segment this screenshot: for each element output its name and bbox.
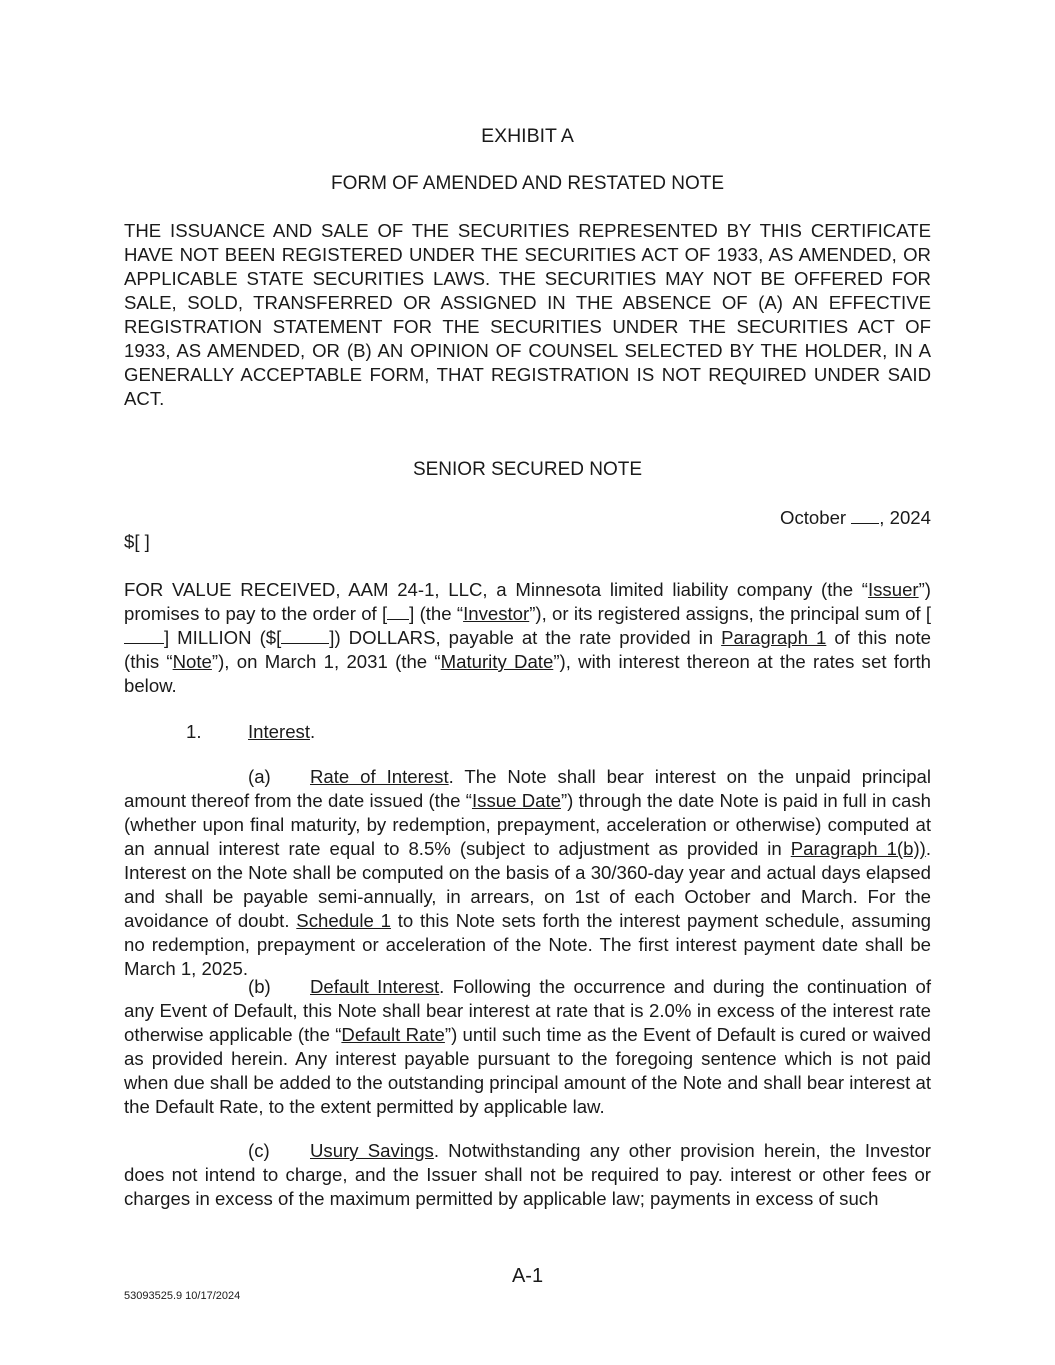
intro-text: ”) promises to pay to the order of [ [124,579,931,624]
section-number: 1. [186,721,202,742]
issue-date-defined-term: Issue Date [471,790,561,811]
para-c-title: Usury Savings [310,1140,434,1161]
para-b-label: (b) [248,976,271,997]
form-title: FORM OF AMENDED AND RESTATED NOTE [330,173,725,194]
intro-text: ] (the “ [409,603,464,624]
section-title: Interest [248,721,311,742]
para-c-text: . Notwithstanding any other provision herein, the Investor does not intend to charge, and the Issuer shall not be required to pay. interest or other fees or charges in excess of the maximum permitted by applicable law; payments in excess of such [124,1140,931,1209]
note-defined-term: Note [172,651,212,672]
date-month: October [779,507,847,528]
para-a-label: (a) [248,766,271,787]
para-c-label: (c) [248,1140,270,1161]
para-b-text: . Following the occurrence and during the continuation of any Event of Default, this Note shall bear interest at rate that is 2.0% in excess of the interest rate otherwise applicable (the “ [124,976,931,1045]
para-b-text: ”) until such time as the Event of Default is cured or waived as provided herein. Any interest payable pursuant to the foregoing sentence which is not paid when due shall be added to the outstanding principal amount of the Note and shall bear interest at the Default Rate, to the extent permitted by applicable law. [124,1024,931,1117]
investor-name-blank [387,603,409,620]
page-number: A-1 [511,1265,544,1287]
intro-text: ]) DOLLARS, payable at the rate provided in [329,627,722,648]
intro-text: ”), with interest thereon at the rates set forth below. [124,651,931,696]
issuer-defined-term: Issuer [867,579,919,600]
paragraph-a [124,765,931,981]
para-b-title: Default Interest [310,976,440,997]
maturity-date-defined-term: Maturity Date [440,651,554,672]
date-day-blank [851,507,879,524]
intro-text: of this note (this “ [124,627,931,672]
note-title: SENIOR SECURED NOTE [412,459,643,480]
para-a-text: to this Note sets forth the interest payment schedule, assuming no redemption, prepayment or acceleration of the Note. The first interest payment date shall be March 1, 2025. [124,910,931,979]
principal-number-blank [281,627,329,644]
para-a-text: . The Note shall bear interest on the unpaid principal amount thereof from the date issued (the “ [124,766,932,811]
paragraph-b [124,975,931,1119]
intro-text: ”), or its registered assigns, the principal sum of [ [529,603,931,624]
intro-paragraph [124,578,931,698]
section-title-period: . [310,721,316,742]
paragraph-1b-reference: Paragraph 1(b)) [790,838,926,859]
paragraph-c [124,1139,931,1211]
default-rate-defined-term: Default Rate [341,1024,445,1045]
intro-text: ] MILLION ($[ [164,627,282,648]
para-a-text: ”) through the date Note is paid in full in cash (whether upon final maturity, by redemption, prepayment, acceleration or otherwise) computed at an annual interest rate equal to 8.5% (subject to adjustment as provided in [124,790,931,859]
securities-legend: THE ISSUANCE AND SALE OF THE SECURITIES REPRESENTED BY THIS CERTIFICATE HAVE NOT BEEN REGISTERED UNDER THE SECURITIES ACT OF 1933, AS AMENDED, OR APPLICABLE STATE SECURITIES LAWS. THE SECURITIES MAY NOT BE OFFERED FOR SALE, SOLD, TRANSFERRED OR ASSIGNED IN THE ABSENCE OF (A) AN EFFECTIVE REGISTRATION STATEMENT FOR THE SECURITIES UNDER THE SECURITIES ACT OF 1933, AS AMENDED, OR (B) AN OPINION OF COUNSEL SELECTED BY THE HOLDER, IN A GENERALLY ACCEPTABLE FORM, THAT REGISTRATION IS NOT REQUIRED UNDER SAID ACT. [124,220,931,409]
section-1-heading [124,720,931,744]
principal-amount: $[ ] [124,531,150,552]
paragraph-1-reference: Paragraph 1 [721,627,827,648]
date-year: , 2024 [879,507,931,528]
para-a-title: Rate of Interest [310,766,449,787]
exhibit-title: EXHIBIT A [481,125,574,147]
document-id: 53093525.9 10/17/2024 [124,1290,241,1302]
investor-defined-term: Investor [463,603,530,624]
note-date [124,506,931,530]
intro-text: ”), on March 1, 2031 (the “ [211,651,441,672]
intro-text: FOR VALUE RECEIVED, AAM 24-1, LLC, a Minnesota limited liability company (the “ [124,579,868,600]
schedule-1-reference: Schedule 1 [296,910,391,931]
principal-words-blank [124,627,164,644]
para-a-text: . Interest on the Note shall be computed on the basis of a 30/360-day year and actual days elapsed and shall be payable semi-annually, in arrears, on 1st of each October and March. For the avoidance of doubt. [124,838,931,931]
